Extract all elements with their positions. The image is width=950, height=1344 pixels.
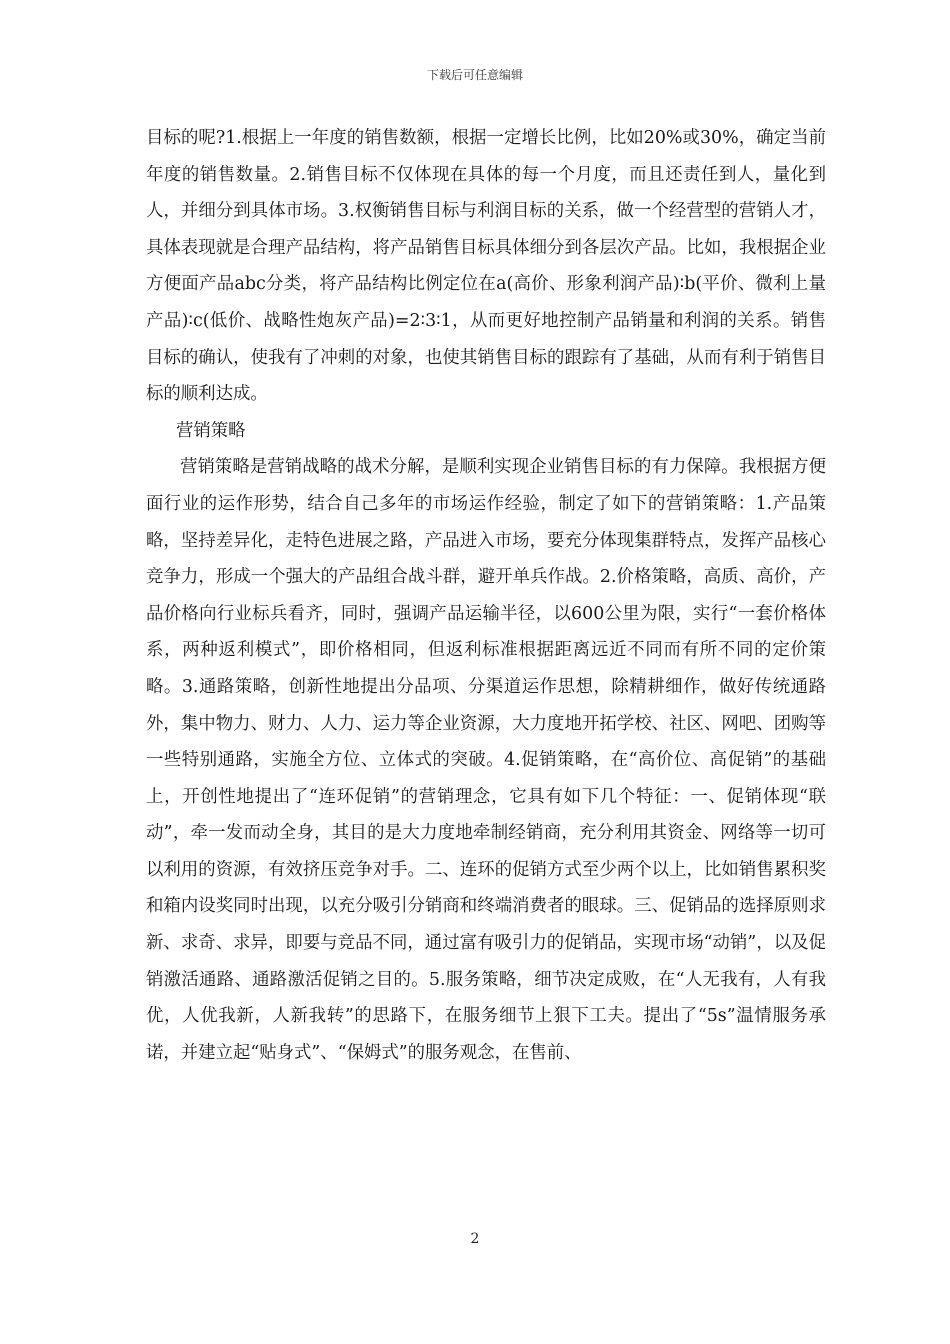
body-paragraph: 目标的呢?1.根据上一年度的销售数额，根据一定增长比例，比如20%或30%，确定当前年度的销售数量。2.销售目标不仅体现在具体的每一个月度，而且还责任到人，量化到人，并细分到具体市场。3.权衡销售目标与利润目标的关系，做一个经营型的营销人才，具体表现就是合理产品结构，将产品销售目标具体细分到各层次产品。比如，我根据企业方便面产品abc分类，将产品结构比例定位在a(高价、形象利润产品)∶b(平价、微利上量产品)∶c(低价、战略性炮灰产品)=2∶3∶1，从而更好地控制产品销量和利润的关系。销售目标的确认，使我有了冲刺的对象，也使其销售目标的跟踪有了基础，从而有利于销售目标的顺利达成。 [146,128,826,405]
body-paragraph: 营销策略是营销战略的战术分解，是顺利实现企业销售目标的有力保障。我根据方便面行业的运作形势，结合自己多年的市场运作经验，制定了如下的营销策略：1.产品策略，坚持差异化，走特色进展之路，产品进入市场，要充分体现集群特点，发挥产品核心竞争力，形成一个强大的产品组合战斗群，避开单兵作战。2.价格策略，高质、高价，产品价格向行业标兵看齐，同时，强调产品运输半径，以600公里为限，实行“一套价格体系，两种返利模式”，即价格相同，但返利标准根据距离远近不同而有所不同的定价策略。3.通路策略，创新性地提出分品项、分渠道运作思想，除精耕细作，做好传统通路外，集中物力、财力、人力、运力等企业资源，大力度地开拓学校、社区、网吧、团购等一些特别通路，实施全方位、立体式的突破。4.促销策略，在“高价位、高促销”的基础上，开创性地提出了“连环促销”的营销理念，它具有如下几个特征：一、促销体现“联动”，牵一发而动全身，其目的是大力度地牵制经销商，充分利用其资金、网络等一切可以利用的资源，有效挤压竞争对手。二、连环的促销方式至少两个以上，比如销售累积奖和箱内设奖同时出现，以充分吸引分销商和终端消费者的眼球。三、促销品的选择原则求新、求奇、求异，即要与竞品不同，通过富有吸引力的促销品，实现市场“动销”，以及促销激活通路、通路激活促销之目的。5.服务策略，细节决定成败，在“人无我有，人有我优，人优我新，人新我转”的思路下，在服务细节上狠下工夫。提出了“5s”温情服务承诺，并建立起“贴身式”、“保姆式”的服务观念，在售前、 [146,457,826,1063]
section-heading: 营销策略 [176,420,246,441]
document-body [146,120,826,1071]
page-header: 下载后可任意编辑 [426,68,523,82]
page-number: 2 [470,1231,480,1247]
